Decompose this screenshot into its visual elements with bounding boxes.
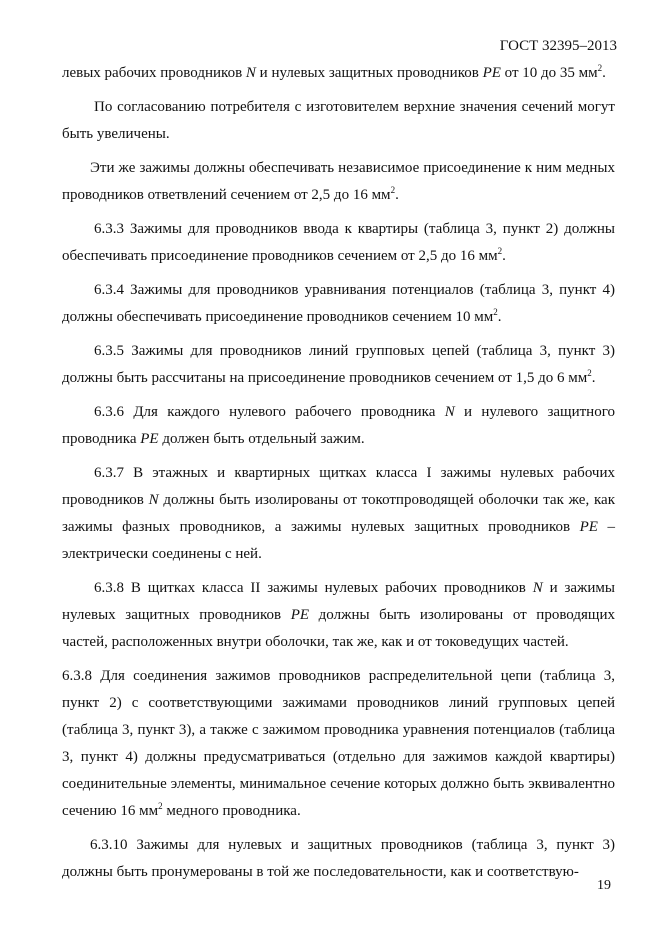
paragraph-6-3-7 bbox=[62, 460, 615, 568]
paragraph-2 bbox=[62, 94, 615, 148]
text: должны быть изолированы от токотпроводящей оболочки так же, как зажимы фазных проводников, а зажимы нулевых защитных проводников bbox=[62, 492, 615, 535]
text: 6.3.5 Зажимы для проводников линий групповых цепей (таблица 3, пункт 3) должны быть рассчитаны на присоединение проводников сечением от 1,5 до 6 мм bbox=[62, 343, 615, 386]
text: медного проводника. bbox=[162, 803, 301, 819]
symbol-pe: PE bbox=[482, 65, 501, 81]
superscript: 2 bbox=[597, 63, 603, 73]
symbol-n: N bbox=[532, 580, 543, 596]
superscript: 2 bbox=[493, 307, 498, 317]
text: . bbox=[591, 370, 596, 386]
text: и зажимы нулевых защитных проводников bbox=[62, 580, 616, 623]
text: . bbox=[602, 65, 606, 81]
text: 6.3.7 В этажных и квартирных щитках класса I зажимы нулевых рабочих проводников bbox=[62, 465, 615, 508]
text: – электрически соединены с ней. bbox=[62, 519, 616, 562]
paragraph-1 bbox=[62, 60, 615, 87]
paragraph-3 bbox=[62, 155, 615, 209]
text: и нулевых защитных проводников bbox=[255, 65, 483, 81]
symbol-pe: PE bbox=[290, 607, 310, 623]
page-header: ГОСТ 32395–2013 bbox=[499, 38, 617, 54]
symbol-pe: PE bbox=[140, 431, 159, 447]
paragraph-6-3-5 bbox=[62, 338, 615, 392]
text: 6.3.8 Для соединения зажимов проводников распределительной цепи (таблица 3, пункт 2) с соответствующими зажимами проводников линий групповых цепей (таблица 3, пункт 3), а также с зажимом проводника уравнения потенциалов (таблица 3, пункт 4) должны предусматриваться (отдельно для зажимов каждой квартиры) соединительные элементы, минимальное сечение которых должно быть эквивалентно сечению 16 мм bbox=[62, 668, 615, 819]
text: должен быть отдельный зажим. bbox=[158, 431, 365, 447]
text: По согласованию потребителя с изготовителем верхние значения сечений могут быть увеличены. bbox=[62, 99, 615, 142]
text: Эти же зажимы должны обеспечивать независимое присоединение к ним медных проводников ответвлений сечением от 2,5 до 16 мм bbox=[62, 160, 615, 203]
superscript: 2 bbox=[587, 368, 592, 378]
text: 6.3.6 Для каждого нулевого рабочего проводника bbox=[94, 404, 445, 420]
text: . bbox=[502, 248, 506, 264]
paragraph-6-3-8-b bbox=[62, 663, 615, 825]
text: 6.3.8 В щитках класса II зажимы нулевых рабочих проводников bbox=[94, 580, 533, 596]
document-body bbox=[62, 60, 615, 886]
text: 6.3.10 Зажимы для нулевых и защитных проводников (таблица 3, пункт 3) должны быть пронумерованы в той же последовательности, как и соответствую- bbox=[62, 837, 615, 880]
text: . bbox=[497, 309, 502, 325]
text: от 10 до 35 мм bbox=[500, 65, 598, 81]
symbol-n: N bbox=[245, 65, 256, 81]
symbol-n: N bbox=[444, 404, 455, 420]
text: . bbox=[395, 187, 399, 203]
superscript: 2 bbox=[497, 246, 503, 256]
superscript: 2 bbox=[158, 801, 163, 811]
paragraph-6-3-6 bbox=[62, 399, 615, 453]
paragraph-6-3-10 bbox=[62, 832, 615, 886]
text: 6.3.4 Зажимы для проводников уравнивания потенциалов (таблица 3, пункт 4) должны обеспечивать присоединение проводников сечением 10 мм bbox=[62, 282, 615, 325]
symbol-pe: PE bbox=[579, 519, 598, 535]
symbol-n: N bbox=[148, 492, 159, 508]
text: 6.3.3 Зажимы для проводников ввода к квартиры (таблица 3, пункт 2) должны обеспечивать присоединение проводников сечением от 2,5 до 16 мм bbox=[62, 221, 615, 264]
page-number: 19 bbox=[597, 878, 611, 893]
paragraph-6-3-8 bbox=[62, 575, 615, 656]
text: и нулевого защитного проводника bbox=[62, 404, 615, 447]
paragraph-6-3-3 bbox=[62, 216, 615, 270]
text: должны быть изолированы от проводящих частей, расположенных внутри оболочки, так же, как и от токоведущих частей. bbox=[62, 607, 615, 650]
text: левых рабочих проводников bbox=[62, 65, 246, 81]
paragraph-6-3-4 bbox=[62, 277, 615, 331]
superscript: 2 bbox=[390, 185, 396, 195]
